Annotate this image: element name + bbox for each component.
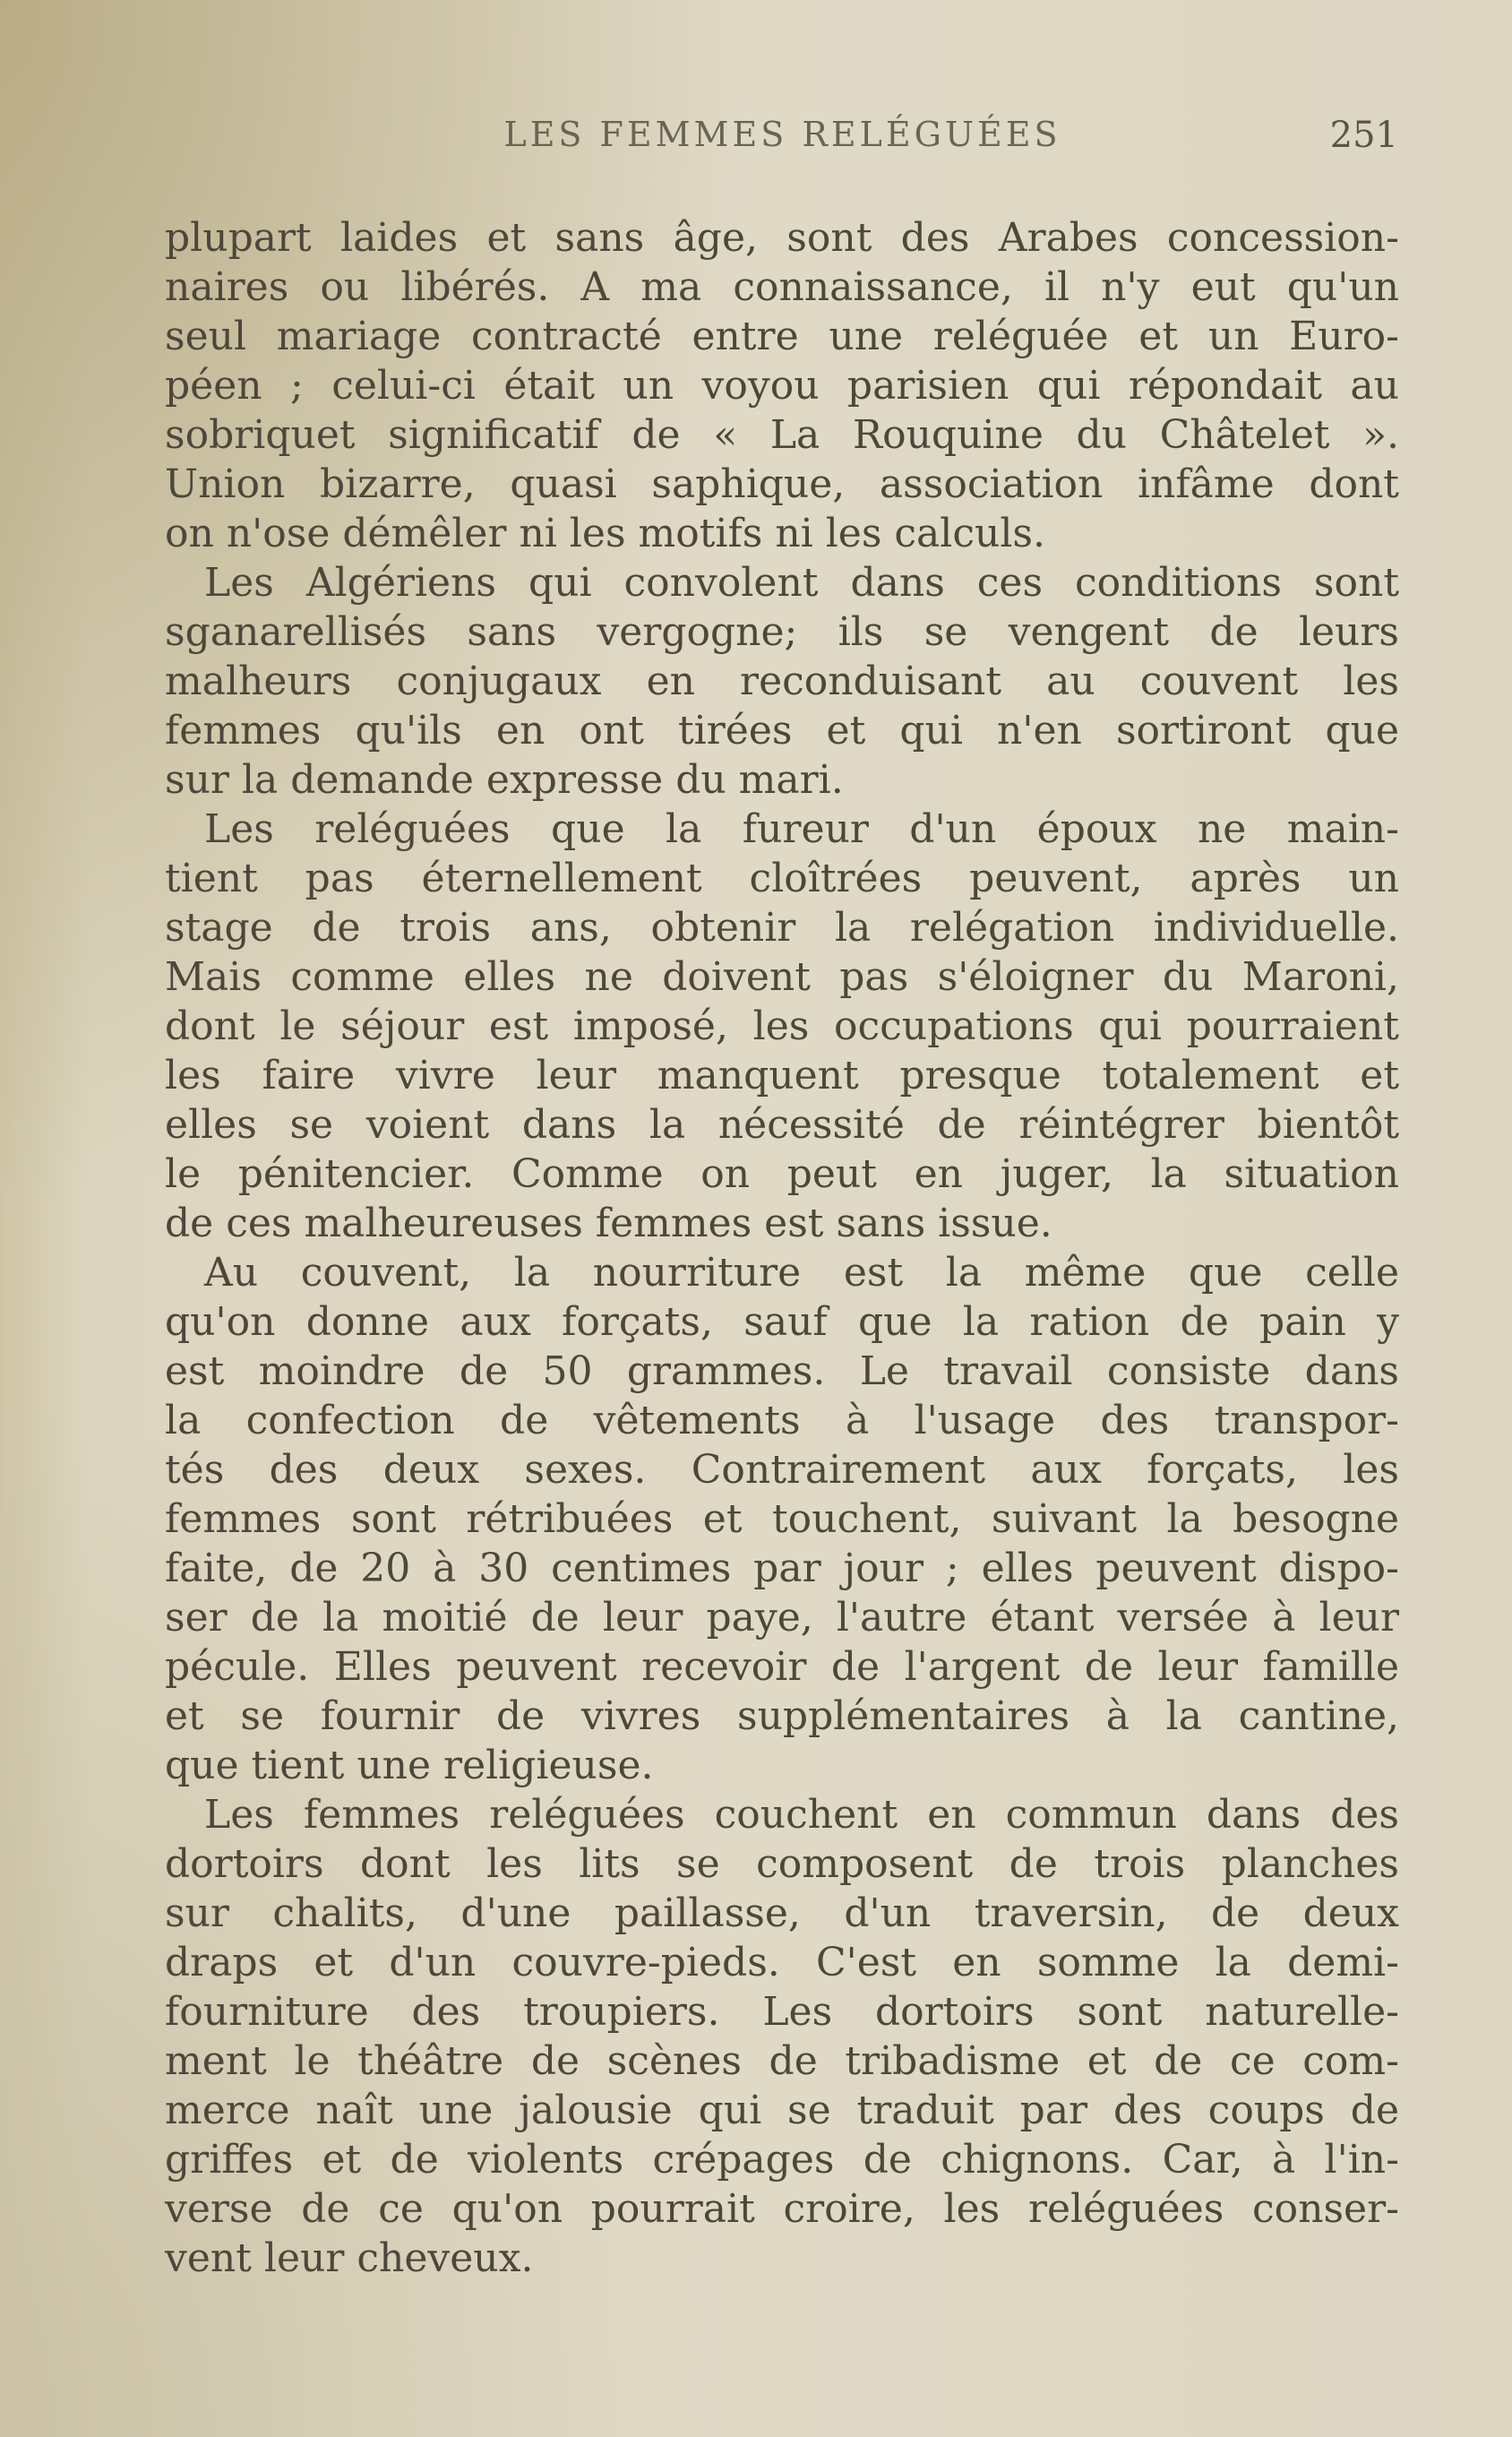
text-line: Union bizarre, quasi saphique, association infâme dont	[165, 461, 1399, 507]
text-line: plupart laides et sans âge, sont des Arabes concession-	[165, 215, 1399, 261]
text-line: sur la demande expresse du mari.	[165, 757, 844, 803]
text-line: naires ou libérés. A ma connaissance, il n'y eut qu'un	[165, 264, 1399, 310]
text-line: péen ; celui-ci était un voyou parisien qui répondait au	[165, 363, 1399, 409]
text-line: sganarellisés sans vergogne; ils se vengent de leurs	[165, 609, 1399, 655]
text-line: femmes sont rétribuées et touchent, suivant la besogne	[165, 1496, 1399, 1542]
text-line: sobriquet significatif de « La Rouquine du Châtelet ».	[165, 412, 1399, 458]
text-line: verse de ce qu'on pourrait croire, les reléguées conser-	[165, 2186, 1399, 2232]
text-line: femmes qu'ils en ont tirées et qui n'en sortiront que	[165, 708, 1399, 753]
text-line: Les reléguées que la fureur d'un époux ne main-	[204, 806, 1399, 852]
text-line: les faire vivre leur manquent presque totalement et	[165, 1053, 1399, 1098]
text-line: de ces malheureuses femmes est sans issue.	[165, 1201, 1052, 1246]
text-line: ment le théâtre de scènes de tribadisme et de ce com-	[165, 2038, 1399, 2084]
text-line: stage de trois ans, obtenir la relégation individuelle.	[165, 905, 1399, 951]
text-line: seul mariage contracté entre une reléguée et un Euro-	[165, 314, 1399, 359]
text-line: dont le séjour est imposé, les occupations qui pourraient	[165, 1003, 1399, 1049]
text-line: Les Algériens qui convolent dans ces conditions sont	[204, 560, 1399, 606]
text-line: Les femmes reléguées couchent en commun dans des	[204, 1792, 1399, 1838]
body-text	[165, 213, 1399, 2283]
text-line: sur chalits, d'une paillasse, d'un traversin, de deux	[165, 1890, 1399, 1936]
text-line: Mais comme elles ne doivent pas s'éloigner du Maroni,	[165, 954, 1399, 1000]
text-line: la confection de vêtements à l'usage des transpor-	[165, 1398, 1399, 1443]
text-line: fourniture des troupiers. Les dortoirs sont naturelle-	[165, 1989, 1399, 2035]
text-line: malheurs conjugaux en reconduisant au couvent les	[165, 659, 1399, 704]
text-line: est moindre de 50 grammes. Le travail consiste dans	[165, 1348, 1399, 1394]
text-line: tient pas éternellement cloîtrées peuvent, après un	[165, 856, 1399, 901]
text-line: vent leur cheveux.	[165, 2235, 534, 2281]
page-header	[167, 115, 1398, 168]
text-line: faite, de 20 à 30 centimes par jour ; elles peuvent dispo-	[165, 1546, 1399, 1591]
text-line: merce naît une jalousie qui se traduit par des coups de	[165, 2088, 1399, 2133]
page-number: 251	[1329, 115, 1398, 156]
text-line: ser de la moitié de leur paye, l'autre étant versée à leur	[165, 1595, 1399, 1640]
text-line: tés des deux sexes. Contrairement aux forçats, les	[165, 1447, 1399, 1493]
text-line: Au couvent, la nourriture est la même que celle	[204, 1250, 1399, 1296]
text-line: et se fournir de vivres supplémentaires à la cantine,	[165, 1693, 1399, 1739]
text-line: le pénitencier. Comme on peut en juger, la situation	[165, 1151, 1399, 1197]
text-line: qu'on donne aux forçats, sauf que la ration de pain y	[165, 1299, 1399, 1345]
text-line: pécule. Elles peuvent recevoir de l'argent de leur famille	[165, 1644, 1399, 1690]
running-title: LES FEMMES RELÉGUÉES	[503, 115, 1061, 154]
text-line: on n'ose démêler ni les motifs ni les calculs.	[165, 511, 1045, 556]
text-line: elles se voient dans la nécessité de réintégrer bientôt	[165, 1102, 1399, 1148]
text-line: que tient une religieuse.	[165, 1743, 654, 1788]
text-line: griffes et de violents crépages de chignons. Car, à l'in-	[165, 2137, 1399, 2183]
text-line: dortoirs dont les lits se composent de trois planches	[165, 1841, 1399, 1887]
text-line: draps et d'un couvre-pieds. C'est en somme la demi-	[165, 1940, 1399, 1985]
